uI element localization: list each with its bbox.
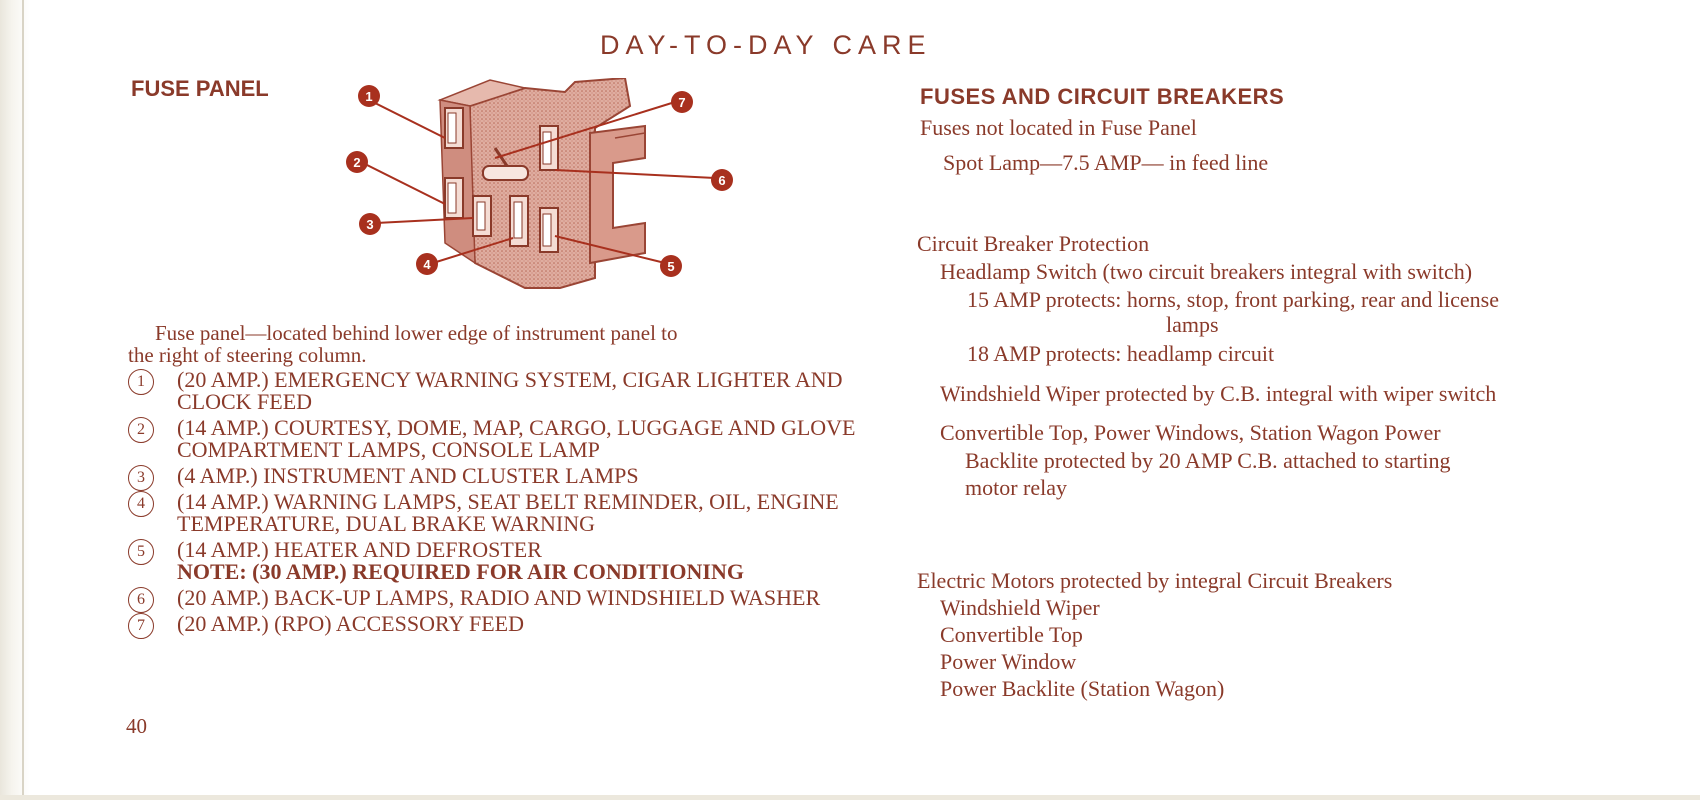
callout-1: [358, 85, 380, 107]
fuse-number-badge: 3: [128, 465, 154, 491]
fuse-description: (20 AMP.) EMERGENCY WARNING SYSTEM, CIGAR LIGHTER AND CLOCK FEED: [177, 367, 843, 414]
motor-item: Convertible Top: [940, 622, 1083, 647]
fuse-panel-diagram: [345, 78, 805, 308]
description-line-2: the right of steering column.: [128, 343, 367, 367]
callout-6: [711, 169, 733, 191]
svg-text:1: 1: [365, 89, 373, 104]
list-item: [128, 369, 868, 413]
fuse-list: [128, 369, 868, 639]
fuse-number-badge: 4: [128, 491, 154, 517]
fuse-number-badge: 2: [128, 417, 154, 443]
cb-protection-line: Circuit Breaker Protection: [917, 231, 1150, 256]
page-bottom-edge: [0, 795, 1700, 800]
svg-text:5: 5: [667, 259, 675, 274]
fuse-number-badge: 1: [128, 369, 154, 395]
convertible-line-2: Backlite protected by 20 AMP C.B. attached to starting: [965, 448, 1451, 473]
description-line-1: Fuse panel—located behind lower edge of instrument panel to: [155, 321, 678, 345]
not-in-panel-line: Fuses not located in Fuse Panel: [920, 115, 1197, 140]
svg-text:6: 6: [718, 173, 726, 188]
motor-item: Power Backlite (Station Wagon): [940, 676, 1225, 701]
air-conditioning-note: NOTE: (30 AMP.) REQUIRED FOR AIR CONDITIONING: [177, 559, 744, 584]
fuse-panel-heading: FUSE PANEL: [131, 76, 269, 101]
amp15-line-continued: lamps: [1166, 312, 1219, 337]
list-item: [128, 587, 868, 609]
fuse-description: (4 AMP.) INSTRUMENT AND CLUSTER LAMPS: [177, 463, 639, 488]
list-item: [128, 491, 868, 535]
list-item: [128, 613, 868, 635]
amp15-line: 15 AMP protects: horns, stop, front parking, rear and license: [967, 287, 1499, 312]
motor-item: Power Window: [940, 649, 1077, 674]
callout-4: [416, 253, 438, 275]
fuse-description: (20 AMP.) (RPO) ACCESSORY FEED: [177, 611, 524, 636]
callout-3: [359, 213, 381, 235]
svg-text:4: 4: [423, 257, 431, 272]
fuse-description: (20 AMP.) BACK-UP LAMPS, RADIO AND WINDSHIELD WASHER: [177, 585, 821, 610]
convertible-line-1: Convertible Top, Power Windows, Station Wagon Power: [940, 420, 1441, 445]
list-item: [128, 465, 868, 487]
svg-text:7: 7: [678, 95, 686, 110]
list-item: [128, 417, 868, 461]
svg-text:2: 2: [353, 155, 361, 170]
spot-lamp-line: Spot Lamp—7.5 AMP— in feed line: [943, 150, 1269, 175]
svg-text:3: 3: [366, 217, 374, 232]
wiper-line: Windshield Wiper protected by C.B. integral with wiper switch: [940, 381, 1497, 406]
motor-item: Windshield Wiper: [940, 595, 1100, 620]
fuses-breakers-heading: FUSES AND CIRCUIT BREAKERS: [920, 84, 1285, 109]
headlamp-switch-line: Headlamp Switch (two circuit breakers integral with switch): [940, 259, 1473, 284]
fuse-number-badge: 5: [128, 539, 154, 565]
amp18-line: 18 AMP protects: headlamp circuit: [967, 341, 1275, 366]
fuse-block-body: [440, 78, 645, 288]
callout-7: [671, 91, 693, 113]
motors-heading-line: Electric Motors protected by integral Circuit Breakers: [917, 568, 1393, 593]
fuse-number-badge: 7: [128, 613, 154, 639]
page-title: DAY-TO-DAY CARE: [600, 30, 932, 60]
page-number: 40: [126, 714, 147, 738]
list-item: [128, 539, 868, 583]
callout-2: [346, 151, 368, 173]
fuse-panel-description: [128, 322, 858, 366]
fuse-number-badge: 6: [128, 587, 154, 613]
page-gutter-line: [22, 0, 24, 800]
convertible-line-3: motor relay: [965, 475, 1068, 500]
fuse-description: (14 AMP.) HEATER AND DEFROSTER: [177, 537, 542, 562]
fuse-description: (14 AMP.) COURTESY, DOME, MAP, CARGO, LUGGAGE AND GLOVE COMPARTMENT LAMPS, CONSOLE LAMP: [177, 415, 856, 462]
book-spine-shadow: [0, 0, 30, 800]
callout-5: [660, 255, 682, 277]
fuse-description: (14 AMP.) WARNING LAMPS, SEAT BELT REMINDER, OIL, ENGINE TEMPERATURE, DUAL BRAKE WARNING: [177, 489, 839, 536]
